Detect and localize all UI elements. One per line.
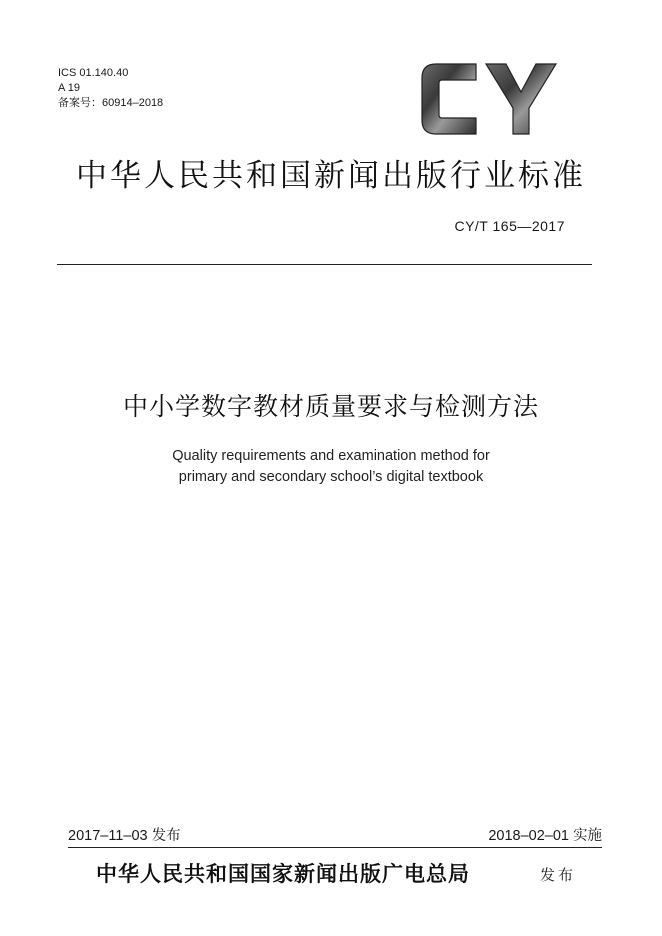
cy-logo <box>418 58 560 140</box>
record-number: 备案号：60914–2018 <box>58 97 164 109</box>
standard-number: CY/T 165—2017 <box>454 218 565 234</box>
header-divider <box>57 264 592 265</box>
classification-block <box>58 66 163 111</box>
logo-letter-c <box>422 64 476 134</box>
standard-title-en <box>0 446 662 488</box>
logo-letter-y <box>486 64 556 134</box>
footer-divider <box>68 847 602 848</box>
issuing-category-title: 中华人民共和国新闻出版行业标准 <box>76 158 586 194</box>
publisher-name: 中华人民共和国国家新闻出版广电总局 <box>96 861 470 886</box>
issue-date: 2017–11–03 发布 <box>68 828 181 844</box>
publish-label: 发布 <box>540 867 577 884</box>
ccs-code: A 19 <box>58 82 81 94</box>
ics-code: ICS 01.140.40 <box>58 67 129 79</box>
title-en-line-2: primary and secondary school’s digital textbook <box>178 469 484 485</box>
implementation-date: 2018–02–01 实施 <box>488 828 602 844</box>
title-en-line-1: Quality requirements and examination method for <box>172 448 490 464</box>
standard-title-cn: 中小学数字教材质量要求与检测方法 <box>122 392 539 421</box>
